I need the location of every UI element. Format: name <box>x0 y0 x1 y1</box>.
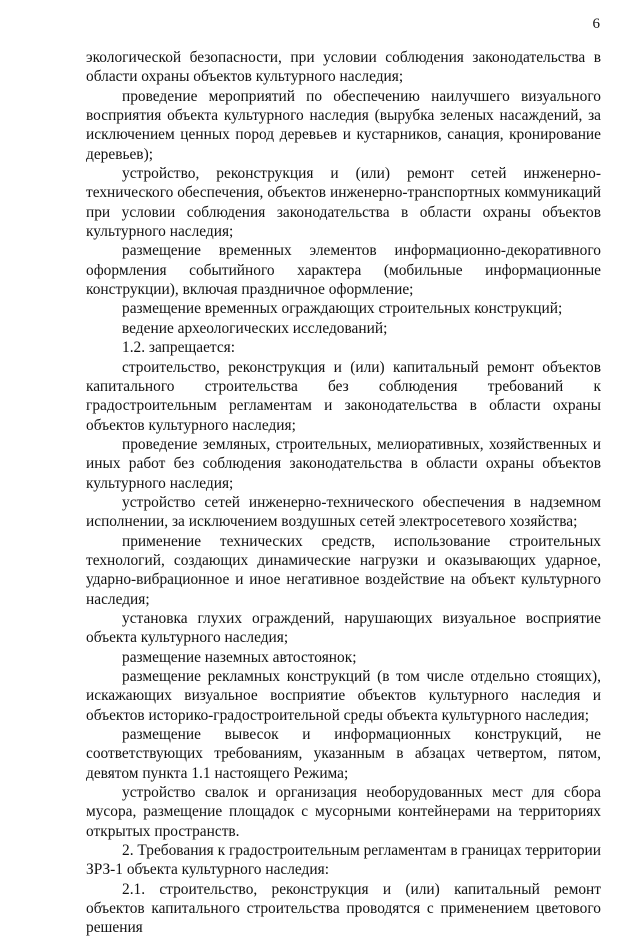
paragraph: строительство, реконструкция и (или) капитальный ремонт объектов капитального строительства без соблюдения требований к градостроительным регламентам и законодательства в области охраны объектов культурного наследия; <box>86 358 601 434</box>
paragraph: применение технических средств, использование строительных технологий, создающих динамические нагрузки и оказывающих ударное, ударно-вибрационное и иное негативное воздействие на объект культурного наследия; <box>86 532 601 608</box>
page-number: 6 <box>592 16 600 32</box>
paragraph: размещение наземных автостоянок; <box>122 648 357 666</box>
paragraph: 2.1. строительство, реконструкция и (или) капитальный ремонт объектов капитального строительства проводятся с применением цветового решения <box>86 880 601 937</box>
paragraph: размещение временных ограждающих строительных конструкций; <box>122 300 563 318</box>
paragraph: размещение рекламных конструкций (в том числе отдельно стоящих), искажающих визуальное восприятие объектов культурного наследия и объектов историко-градостроительной среды объекта культурного наследия; <box>86 668 601 724</box>
paragraph: проведение мероприятий по обеспечению наилучшего визуального восприятия объекта культурного наследия (вырубка зеленых насаждений, за исключением ценных пород деревьев и кустарников, санация, кронирование деревьев); <box>86 87 601 163</box>
paragraph: устройство свалок и организация необорудованных мест для сбора мусора, размещение площадок с мусорными контейнерами на территориях открытых пространств. <box>86 784 601 840</box>
paragraph: проведение земляных, строительных, мелиоративных, хозяйственных и иных работ без соблюдения законодательства в области охраны объектов культурного наследия; <box>86 435 601 492</box>
paragraph: установка глухих ограждений, нарушающих визуальное восприятие объекта культурного наследия; <box>86 609 601 647</box>
paragraph: размещение временных элементов информационно-декоративного оформления событийного характера (мобильные информационные конструкции), включая праздничное оформление; <box>86 242 601 299</box>
paragraph: устройство сетей инженерно-технического обеспечения в надземном исполнении, за исключением воздушных сетей электросетевого хозяйства; <box>86 493 601 531</box>
paragraph: ведение археологических исследований; <box>122 319 388 337</box>
paragraph: экологической безопасности, при условии соблюдения законодательства в области охраны объектов культурного наследия; <box>86 49 601 86</box>
body-text <box>86 48 601 938</box>
paragraph: размещение вывесок и информационных конструкций, не соответствующих требованиям, указанным в абзацах четвертом, пятом, девятом пункта 1.1 настоящего Режима; <box>86 726 601 782</box>
paragraph: 2. Требования к градостроительным регламентам в границах территории ЗРЗ-1 объекта культурного наследия: <box>86 842 601 879</box>
paragraph: устройство, реконструкция и (или) ремонт сетей инженерно-технического обеспечения, объектов инженерно-транспортных коммуникаций при условии соблюдения законодательства в области охраны объектов культурного наследия; <box>86 165 601 241</box>
paragraph: 1.2. запрещается: <box>122 339 236 357</box>
